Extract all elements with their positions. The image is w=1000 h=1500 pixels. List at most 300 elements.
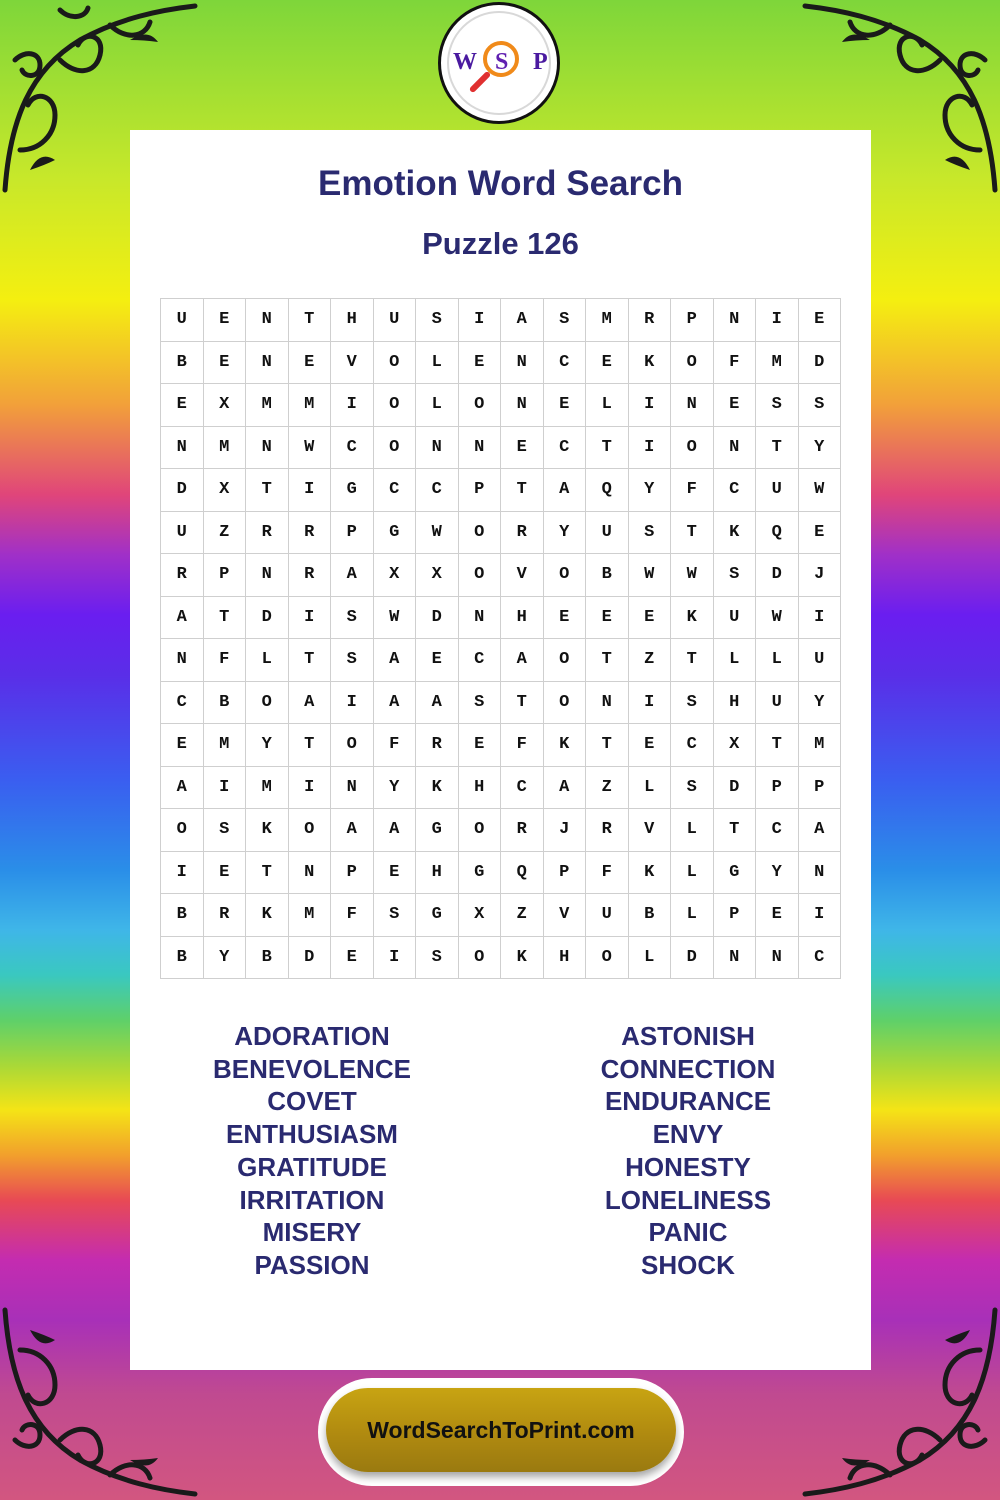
grid-cell[interactable]: I <box>161 851 204 894</box>
grid-cell[interactable]: L <box>671 894 714 937</box>
grid-cell[interactable]: H <box>458 766 501 809</box>
grid-cell[interactable]: Y <box>373 766 416 809</box>
grid-cell[interactable]: T <box>246 469 289 512</box>
grid-cell[interactable]: K <box>246 809 289 852</box>
grid-cell[interactable]: P <box>458 469 501 512</box>
grid-cell[interactable]: N <box>458 596 501 639</box>
grid-cell[interactable]: E <box>713 384 756 427</box>
word-list-item: HONESTY <box>625 1151 751 1182</box>
grid-cell[interactable]: Y <box>628 469 671 512</box>
grid-cell[interactable]: M <box>756 341 799 384</box>
grid-cell[interactable]: I <box>798 596 841 639</box>
grid-cell[interactable]: O <box>458 936 501 979</box>
grid-cell[interactable]: N <box>458 426 501 469</box>
grid-cell[interactable]: S <box>543 299 586 342</box>
grid-cell[interactable]: U <box>756 469 799 512</box>
grid-cell[interactable]: R <box>288 554 331 597</box>
grid-cell[interactable]: X <box>203 384 246 427</box>
grid-cell[interactable]: U <box>161 299 204 342</box>
grid-cell[interactable]: G <box>713 851 756 894</box>
grid-cell[interactable]: K <box>416 766 459 809</box>
grid-cell[interactable]: O <box>671 341 714 384</box>
grid-cell[interactable]: N <box>288 851 331 894</box>
grid-cell[interactable]: I <box>331 384 374 427</box>
grid-cell[interactable]: S <box>671 766 714 809</box>
letter-grid <box>160 298 841 979</box>
grid-cell[interactable]: U <box>756 681 799 724</box>
grid-cell[interactable]: N <box>416 426 459 469</box>
grid-cell[interactable]: O <box>331 724 374 767</box>
grid-cell[interactable]: F <box>331 894 374 937</box>
grid-cell[interactable]: S <box>628 511 671 554</box>
grid-cell[interactable]: R <box>501 511 544 554</box>
grid-cell[interactable]: N <box>671 384 714 427</box>
grid-cell[interactable]: K <box>713 511 756 554</box>
grid-cell[interactable]: O <box>373 384 416 427</box>
grid-cell[interactable]: E <box>161 384 204 427</box>
grid-cell[interactable]: A <box>798 809 841 852</box>
grid-cell[interactable]: E <box>458 724 501 767</box>
puzzle-number: Puzzle 126 <box>422 226 579 261</box>
grid-cell[interactable]: G <box>458 851 501 894</box>
grid-cell[interactable]: E <box>543 384 586 427</box>
grid-cell[interactable]: L <box>586 384 629 427</box>
grid-cell[interactable]: N <box>586 681 629 724</box>
grid-cell[interactable]: E <box>203 851 246 894</box>
grid-cell[interactable]: Z <box>203 511 246 554</box>
grid-cell[interactable]: J <box>543 809 586 852</box>
grid-cell[interactable]: I <box>288 469 331 512</box>
grid-cell[interactable]: H <box>416 851 459 894</box>
grid-row <box>161 384 841 427</box>
site-logo[interactable] <box>438 2 560 124</box>
grid-cell[interactable]: U <box>798 639 841 682</box>
grid-cell[interactable]: C <box>713 469 756 512</box>
grid-cell[interactable]: N <box>713 936 756 979</box>
grid-cell[interactable]: E <box>586 341 629 384</box>
grid-cell[interactable]: R <box>586 809 629 852</box>
grid-cell[interactable]: B <box>161 341 204 384</box>
grid-cell[interactable]: O <box>543 639 586 682</box>
grid-cell[interactable]: Y <box>798 426 841 469</box>
grid-cell[interactable]: N <box>756 936 799 979</box>
grid-cell[interactable]: Y <box>798 681 841 724</box>
grid-cell[interactable]: V <box>331 341 374 384</box>
grid-cell[interactable]: T <box>756 426 799 469</box>
grid-cell[interactable]: F <box>713 341 756 384</box>
grid-row <box>161 469 841 512</box>
grid-cell[interactable]: C <box>543 426 586 469</box>
grid-cell[interactable]: O <box>161 809 204 852</box>
grid-cell[interactable]: C <box>501 766 544 809</box>
grid-cell[interactable]: A <box>501 299 544 342</box>
grid-cell[interactable]: E <box>798 511 841 554</box>
grid-cell[interactable]: F <box>203 639 246 682</box>
grid-cell[interactable]: L <box>628 766 671 809</box>
grid-cell[interactable]: D <box>671 936 714 979</box>
grid-cell[interactable]: R <box>161 554 204 597</box>
grid-cell[interactable]: R <box>288 511 331 554</box>
grid-cell[interactable]: T <box>713 809 756 852</box>
grid-cell[interactable]: O <box>458 809 501 852</box>
grid-cell[interactable]: M <box>246 766 289 809</box>
grid-cell[interactable]: T <box>586 639 629 682</box>
grid-cell[interactable]: C <box>798 936 841 979</box>
grid-cell[interactable]: P <box>543 851 586 894</box>
grid-cell[interactable]: C <box>161 681 204 724</box>
grid-cell[interactable]: Y <box>543 511 586 554</box>
grid-cell[interactable]: W <box>798 469 841 512</box>
grid-cell[interactable]: X <box>416 554 459 597</box>
grid-cell[interactable]: M <box>586 299 629 342</box>
grid-cell[interactable]: L <box>713 639 756 682</box>
grid-cell[interactable]: P <box>713 894 756 937</box>
grid-cell[interactable]: I <box>628 426 671 469</box>
grid-cell[interactable]: B <box>246 936 289 979</box>
grid-cell[interactable]: E <box>756 894 799 937</box>
grid-cell[interactable]: O <box>373 426 416 469</box>
grid-cell[interactable]: C <box>331 426 374 469</box>
grid-cell[interactable]: D <box>756 554 799 597</box>
grid-cell[interactable]: I <box>373 936 416 979</box>
grid-cell[interactable]: A <box>373 639 416 682</box>
word-list-item: MISERY <box>262 1217 362 1248</box>
grid-cell[interactable]: T <box>671 639 714 682</box>
grid-cell[interactable]: O <box>543 681 586 724</box>
site-link[interactable]: WordSearchToPrint.com <box>367 1416 635 1443</box>
grid-cell[interactable]: C <box>671 724 714 767</box>
grid-cell[interactable]: T <box>288 639 331 682</box>
page-title: Emotion Word Search <box>318 164 683 203</box>
grid-cell[interactable]: T <box>288 724 331 767</box>
grid-cell[interactable]: Z <box>586 766 629 809</box>
grid-cell[interactable]: C <box>756 809 799 852</box>
grid-cell[interactable]: B <box>161 894 204 937</box>
grid-cell[interactable]: M <box>798 724 841 767</box>
grid-cell[interactable]: V <box>628 809 671 852</box>
footer-pill <box>326 1388 676 1472</box>
grid-cell[interactable]: A <box>543 766 586 809</box>
grid-cell[interactable]: B <box>628 894 671 937</box>
grid-cell[interactable]: S <box>373 894 416 937</box>
grid-cell[interactable]: T <box>288 299 331 342</box>
grid-cell[interactable]: L <box>416 384 459 427</box>
grid-cell[interactable]: M <box>203 426 246 469</box>
grid-cell[interactable]: C <box>458 639 501 682</box>
grid-cell[interactable]: E <box>586 596 629 639</box>
grid-cell[interactable]: L <box>756 639 799 682</box>
grid-cell[interactable]: G <box>416 894 459 937</box>
word-list-item: CONNECTION <box>600 1053 776 1084</box>
grid-row <box>161 766 841 809</box>
grid-cell[interactable]: W <box>288 426 331 469</box>
grid-cell[interactable]: I <box>458 299 501 342</box>
grid-cell[interactable]: E <box>798 299 841 342</box>
grid-cell[interactable]: A <box>373 681 416 724</box>
grid-cell[interactable]: N <box>331 766 374 809</box>
grid-cell[interactable]: S <box>416 936 459 979</box>
grid-cell[interactable]: T <box>756 724 799 767</box>
grid-row <box>161 936 841 979</box>
grid-cell[interactable]: N <box>246 554 289 597</box>
grid-cell[interactable]: M <box>246 384 289 427</box>
grid-cell[interactable]: K <box>501 936 544 979</box>
grid-cell[interactable]: F <box>671 469 714 512</box>
grid-row <box>161 511 841 554</box>
grid-row <box>161 639 841 682</box>
word-list-item: BENEVOLENCE <box>213 1053 411 1084</box>
grid-cell[interactable]: E <box>203 299 246 342</box>
grid-cell[interactable]: C <box>416 469 459 512</box>
grid-cell[interactable]: E <box>458 341 501 384</box>
grid-cell[interactable]: M <box>203 724 246 767</box>
grid-cell[interactable]: B <box>161 936 204 979</box>
grid-cell[interactable]: L <box>671 809 714 852</box>
grid-cell[interactable]: E <box>288 341 331 384</box>
grid-cell[interactable]: H <box>713 681 756 724</box>
grid-cell[interactable]: Z <box>501 894 544 937</box>
grid-cell[interactable]: T <box>586 426 629 469</box>
grid-cell[interactable]: K <box>543 724 586 767</box>
grid-cell[interactable]: W <box>756 596 799 639</box>
grid-cell[interactable]: E <box>331 936 374 979</box>
logo-letter-s: S <box>495 49 509 75</box>
grid-cell[interactable]: O <box>288 809 331 852</box>
grid-cell[interactable]: O <box>373 341 416 384</box>
grid-cell[interactable]: A <box>331 809 374 852</box>
word-list-item: LONELINESS <box>604 1184 772 1215</box>
grid-cell[interactable]: O <box>543 554 586 597</box>
grid-cell[interactable]: O <box>671 426 714 469</box>
grid-cell[interactable]: T <box>246 851 289 894</box>
grid-cell[interactable]: S <box>671 681 714 724</box>
grid-cell[interactable]: K <box>671 596 714 639</box>
grid-cell[interactable]: P <box>331 511 374 554</box>
grid-cell[interactable]: X <box>203 469 246 512</box>
grid-cell[interactable]: Z <box>628 639 671 682</box>
grid-cell[interactable]: S <box>798 384 841 427</box>
grid-cell[interactable]: H <box>501 596 544 639</box>
grid-cell[interactable]: G <box>331 469 374 512</box>
grid-row <box>161 554 841 597</box>
word-list-item: ENVY <box>652 1119 724 1150</box>
grid-cell[interactable]: F <box>586 851 629 894</box>
grid-cell[interactable]: W <box>416 511 459 554</box>
grid-cell[interactable]: X <box>713 724 756 767</box>
grid-cell[interactable]: R <box>501 809 544 852</box>
grid-cell[interactable]: P <box>756 766 799 809</box>
grid-cell[interactable]: N <box>713 299 756 342</box>
grid-cell[interactable]: I <box>331 681 374 724</box>
grid-cell[interactable]: E <box>628 724 671 767</box>
grid-cell[interactable]: N <box>246 426 289 469</box>
grid-cell[interactable]: U <box>161 511 204 554</box>
grid-cell[interactable]: U <box>586 511 629 554</box>
grid-cell[interactable]: L <box>671 851 714 894</box>
grid-row <box>161 299 841 342</box>
grid-cell[interactable]: B <box>586 554 629 597</box>
grid-cell[interactable]: F <box>501 724 544 767</box>
grid-cell[interactable]: W <box>373 596 416 639</box>
word-list-right <box>538 1020 838 1282</box>
word-list-item: PASSION <box>254 1249 370 1280</box>
grid-cell[interactable]: E <box>373 851 416 894</box>
grid-cell[interactable]: O <box>586 936 629 979</box>
grid-cell[interactable]: Q <box>756 511 799 554</box>
grid-cell[interactable]: L <box>246 639 289 682</box>
grid-cell[interactable]: N <box>713 426 756 469</box>
word-list-item: IRRITATION <box>239 1184 385 1215</box>
grid-cell[interactable]: N <box>246 299 289 342</box>
grid-cell[interactable]: U <box>713 596 756 639</box>
grid-cell[interactable]: P <box>671 299 714 342</box>
grid-cell[interactable]: D <box>288 936 331 979</box>
grid-cell[interactable]: S <box>458 681 501 724</box>
grid-cell[interactable]: K <box>246 894 289 937</box>
grid-cell[interactable]: T <box>671 511 714 554</box>
word-list-item: ADORATION <box>234 1021 390 1051</box>
grid-cell[interactable]: S <box>203 809 246 852</box>
grid-cell[interactable]: L <box>628 936 671 979</box>
grid-cell[interactable]: W <box>628 554 671 597</box>
word-list-item: SHOCK <box>641 1249 735 1280</box>
grid-cell[interactable]: K <box>628 851 671 894</box>
grid-cell[interactable]: K <box>628 341 671 384</box>
grid-cell[interactable]: N <box>161 639 204 682</box>
grid-row <box>161 724 841 767</box>
grid-cell[interactable]: T <box>501 469 544 512</box>
grid-cell[interactable]: I <box>798 894 841 937</box>
grid-cell[interactable]: I <box>288 766 331 809</box>
grid-row <box>161 341 841 384</box>
grid-cell[interactable]: B <box>203 681 246 724</box>
grid-cell[interactable]: A <box>288 681 331 724</box>
grid-cell[interactable]: X <box>458 894 501 937</box>
grid-cell[interactable]: E <box>543 596 586 639</box>
grid-cell[interactable]: U <box>586 894 629 937</box>
grid-cell[interactable]: C <box>373 469 416 512</box>
grid-cell[interactable]: M <box>288 384 331 427</box>
grid-cell[interactable]: A <box>416 681 459 724</box>
logo-letter-w: W <box>453 49 477 75</box>
grid-cell[interactable]: F <box>373 724 416 767</box>
grid-row <box>161 426 841 469</box>
grid-cell[interactable]: N <box>501 384 544 427</box>
grid-cell[interactable]: S <box>756 384 799 427</box>
logo-letter-p: P <box>533 49 548 75</box>
grid-cell[interactable]: V <box>501 554 544 597</box>
grid-cell[interactable]: C <box>543 341 586 384</box>
grid-cell[interactable]: S <box>331 639 374 682</box>
grid-cell[interactable]: M <box>288 894 331 937</box>
grid-cell[interactable]: A <box>161 596 204 639</box>
grid-cell[interactable]: A <box>161 766 204 809</box>
grid-cell[interactable]: T <box>586 724 629 767</box>
grid-cell[interactable]: D <box>161 469 204 512</box>
grid-cell[interactable]: O <box>246 681 289 724</box>
grid-row <box>161 809 841 852</box>
grid-cell[interactable]: E <box>416 639 459 682</box>
grid-cell[interactable]: Y <box>756 851 799 894</box>
grid-cell[interactable]: P <box>331 851 374 894</box>
grid-cell[interactable]: U <box>373 299 416 342</box>
grid-cell[interactable]: H <box>543 936 586 979</box>
grid-row <box>161 681 841 724</box>
grid-cell[interactable]: E <box>501 426 544 469</box>
grid-cell[interactable]: L <box>416 341 459 384</box>
grid-cell[interactable]: A <box>331 554 374 597</box>
word-list-left <box>162 1020 462 1282</box>
grid-cell[interactable]: D <box>416 596 459 639</box>
grid-cell[interactable]: V <box>543 894 586 937</box>
grid-cell[interactable]: I <box>756 299 799 342</box>
grid-cell[interactable]: A <box>373 809 416 852</box>
grid-cell[interactable]: W <box>671 554 714 597</box>
grid-cell[interactable]: I <box>628 681 671 724</box>
grid-row <box>161 596 841 639</box>
grid-cell[interactable]: A <box>543 469 586 512</box>
grid-cell[interactable]: X <box>373 554 416 597</box>
grid-cell[interactable]: H <box>331 299 374 342</box>
grid-cell[interactable]: S <box>416 299 459 342</box>
footer-badge[interactable] <box>318 1378 684 1486</box>
grid-cell[interactable]: N <box>501 341 544 384</box>
grid-cell[interactable]: I <box>628 384 671 427</box>
grid-cell[interactable]: J <box>798 554 841 597</box>
grid-cell[interactable]: O <box>458 511 501 554</box>
grid-cell[interactable]: R <box>246 511 289 554</box>
grid-cell[interactable]: E <box>203 341 246 384</box>
word-list-item: ENDURANCE <box>604 1086 772 1117</box>
grid-cell[interactable]: G <box>416 809 459 852</box>
grid-cell[interactable]: R <box>628 299 671 342</box>
grid-cell[interactable]: D <box>246 596 289 639</box>
grid-cell[interactable]: Y <box>203 936 246 979</box>
word-list-item: ASTONISH <box>621 1021 755 1051</box>
word-list-item: ENTHUSIASM <box>226 1119 398 1150</box>
grid-cell[interactable]: S <box>713 554 756 597</box>
grid-cell[interactable]: D <box>713 766 756 809</box>
grid-cell[interactable]: R <box>416 724 459 767</box>
grid-cell[interactable]: T <box>501 681 544 724</box>
grid-cell[interactable]: S <box>331 596 374 639</box>
grid-cell[interactable]: G <box>373 511 416 554</box>
grid-cell[interactable]: R <box>203 894 246 937</box>
word-list-item: PANIC <box>648 1217 728 1248</box>
word-list-item: COVET <box>267 1086 357 1117</box>
grid-cell[interactable]: E <box>161 724 204 767</box>
grid-cell[interactable]: P <box>203 554 246 597</box>
grid-row <box>161 894 841 937</box>
grid-cell[interactable]: E <box>628 596 671 639</box>
grid-cell[interactable]: T <box>203 596 246 639</box>
grid-cell[interactable]: O <box>458 384 501 427</box>
grid-cell[interactable]: N <box>246 341 289 384</box>
word-list-item: GRATITUDE <box>237 1151 387 1182</box>
grid-cell[interactable]: D <box>798 341 841 384</box>
grid-cell[interactable]: Q <box>501 851 544 894</box>
grid-row <box>161 851 841 894</box>
grid-cell[interactable]: Q <box>586 469 629 512</box>
grid-cell[interactable]: I <box>288 596 331 639</box>
grid-cell[interactable]: N <box>161 426 204 469</box>
grid-cell[interactable]: P <box>798 766 841 809</box>
grid-cell[interactable]: N <box>798 851 841 894</box>
grid-cell[interactable]: I <box>203 766 246 809</box>
grid-cell[interactable]: Y <box>246 724 289 767</box>
grid-cell[interactable]: A <box>501 639 544 682</box>
grid-cell[interactable]: O <box>458 554 501 597</box>
